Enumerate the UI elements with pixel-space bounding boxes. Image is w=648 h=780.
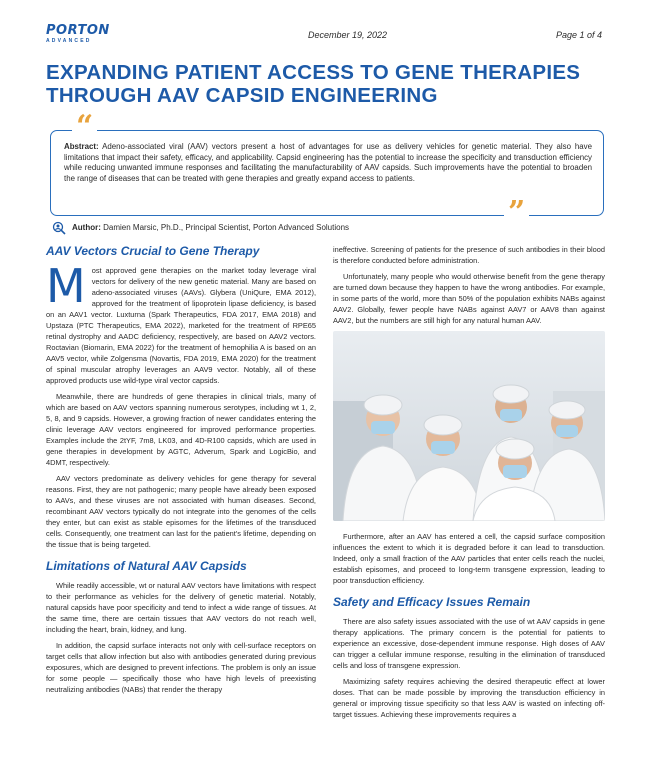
paragraph: AAV vectors predominate as delivery vehicles for gene therapy for several reasons. First, they are not pathogenic; many people have already been exposed to AAVs, and these viruses are not associated with human diseases. Second, recombinant AAV vectors typically do not integrate into the genomes of the cells they enter, but can exist as stable episomes for the lifetimes of the transduced cells. Consequently, one treatment can last for the patient's lifetime, depending on the tissue that is being targeted. [46,474,316,549]
paragraph: There are also safety issues associated with the use of wt AAV capsids in gene therapy applications. The primary concern is the potential for patients to experience an excessive, dose-dependent immune response. High doses of AAV can trigger a cellular immune response, resulting in the elimination of transduced cells and loss of transgene expression. [333,617,605,670]
header-date: December 19, 2022 [308,30,388,40]
abstract-label: Abstract: [64,142,99,151]
abstract-text [64,142,592,184]
paragraph: In addition, the capsid surface interacts not only with cell-surface receptors on target cells that allow infection but also with antibodies generated during previous exposures, which are designed to prevent infections. The problem is only an issue for some people — specifically those who have high levels of preexisting neutralizing antibodies (NABs) that render the therapy [46,641,316,694]
paragraph: While readily accessible, wt or natural AAV vectors have limitations with respect to their performance as vehicles for the delivery of genetic material. Notably, natural capsids have poor specificity and tend to infect a wide range of tissues. At the same time, there are certain tissues that AAV vectors do not reach well, including the heart, brain, kidney, and lung. [46,581,316,634]
page-title: EXPANDING PATIENT ACCESS TO GENE THERAPIES THROUGH AAV CAPSID ENGINEERING [46,61,581,107]
section-heading-safety: Safety and Efficacy Issues Remain [333,595,531,609]
paragraph: Unfortunately, many people who would otherwise benefit from the gene therapy are turned down because they happen to have the wrong antibodies. For example, in some parts of the world, more than 50% of the population exhibits NABs against AAV2. Globally, fewer people have NABs against AAV7 or AAV8 than against AAV2, but the numbers are still high for any natural human AAV. [333,272,605,325]
logo-brand: PORTON [46,23,110,38]
author-search-icon [52,221,66,235]
paragraph-text: ost approved gene therapies on the market today leverage viral vectors for delivery of the new genetic material. Many are based on adeno-associated viruses (AAVs). Glybera (UniQure, EMA 2012), approved for the treatment of lipoprotein lipase deficiency, is based on an AAV1 vector. Luxturna (Spark Therapeutics, FDA 2017, EMA 2018) and Upstaza (PTC Therapeutics, EMA 2022), marketed for the treatment of RPE65 retinal dystrophy and AADC deficiency, respectively, are based on AAV2 vectors. Roctavian (Biomarin, EMA 2022) for the treatment of hemophilia A is based on an AAV5 vector, while Zolgensma (Novartis, FDA 2019, EMA 2020) for the treatment of spinal muscular atrophy leverages an AAV9 vector. Notably, all of these approved products use wild-type viral vector capsids. [46,266,316,385]
drop-cap: M [46,259,86,313]
author-name: Damien Marsic, Ph.D., Principal Scientist, Porton Advanced Solutions [103,223,350,232]
paragraph: Meanwhile, there are hundreds of gene therapies in clinical trials, many of which are based on AAV vectors spanning numerous serotypes, including wt 1, 2, 5, 8, and 9 capsids. However, a growing fraction of newer candidates entering the clinic leverage AAV vectors engineered for improved performance properties. Examples include the 2tYF, 7m8, LK03, and 4D-R100 capsids, which are used in gene therapies in development by AGTC, Adverum, Spark and LogicBio, and 4DMT, respectively. [46,392,316,467]
section-heading-limitations: Limitations of Natural AAV Capsids [46,559,247,573]
paragraph: Furthermore, after an AAV has entered a cell, the capsid surface composition influences the extent to which it is degraded before it can lead to transduction. Indeed, only a small fraction of the AAV particles that enter cells reach the nuclei, establish episomes, and proceed to long-term transgene expression, leading to poor transduction efficiency. [333,532,605,585]
header-page-number: Page 1 of 4 [555,30,602,40]
section-heading-aav-vectors: AAV Vectors Crucial to Gene Therapy [46,244,260,258]
paragraph: Maximizing safety requires achieving the desired therapeutic effect at lower doses. That can be made possible by improving the transduction efficiency in general or improving tissue specificity so that less AAV is wasted on infecting off-target tissues. Achieving these improvements requires a [333,677,605,719]
paragraph: ineffective. Screening of patients for the presence of such antibodies in their blood is therefore conducted before administration. [333,245,605,265]
abstract-body: Adeno-associated viral (AAV) vectors present a host of advantages for use as delivery vehicles for genetic material. They also have limitations that impact their safety, efficacy, and applicability. Capsid engineering has the potential to increase the specificity and transduction efficiency while reducing unwanted immune responses and facilitating the manufacturability of AAV capsids. Such improvements have the potential to broaden the range of diseases that can be treated with gene therapies and greatly expand access to patients. [64,142,592,183]
paragraph [46,259,316,386]
lab-scientists-photo [333,331,605,521]
left-column [46,244,316,700]
close-quote-icon: ” [504,198,529,228]
logo-sub: ADVANCED [46,38,92,44]
porton-logo [46,24,110,44]
right-column [333,244,605,725]
open-quote-icon: “ [72,112,97,142]
page-header [46,24,602,48]
author-text [72,222,349,234]
author-label: Author: [72,223,101,232]
